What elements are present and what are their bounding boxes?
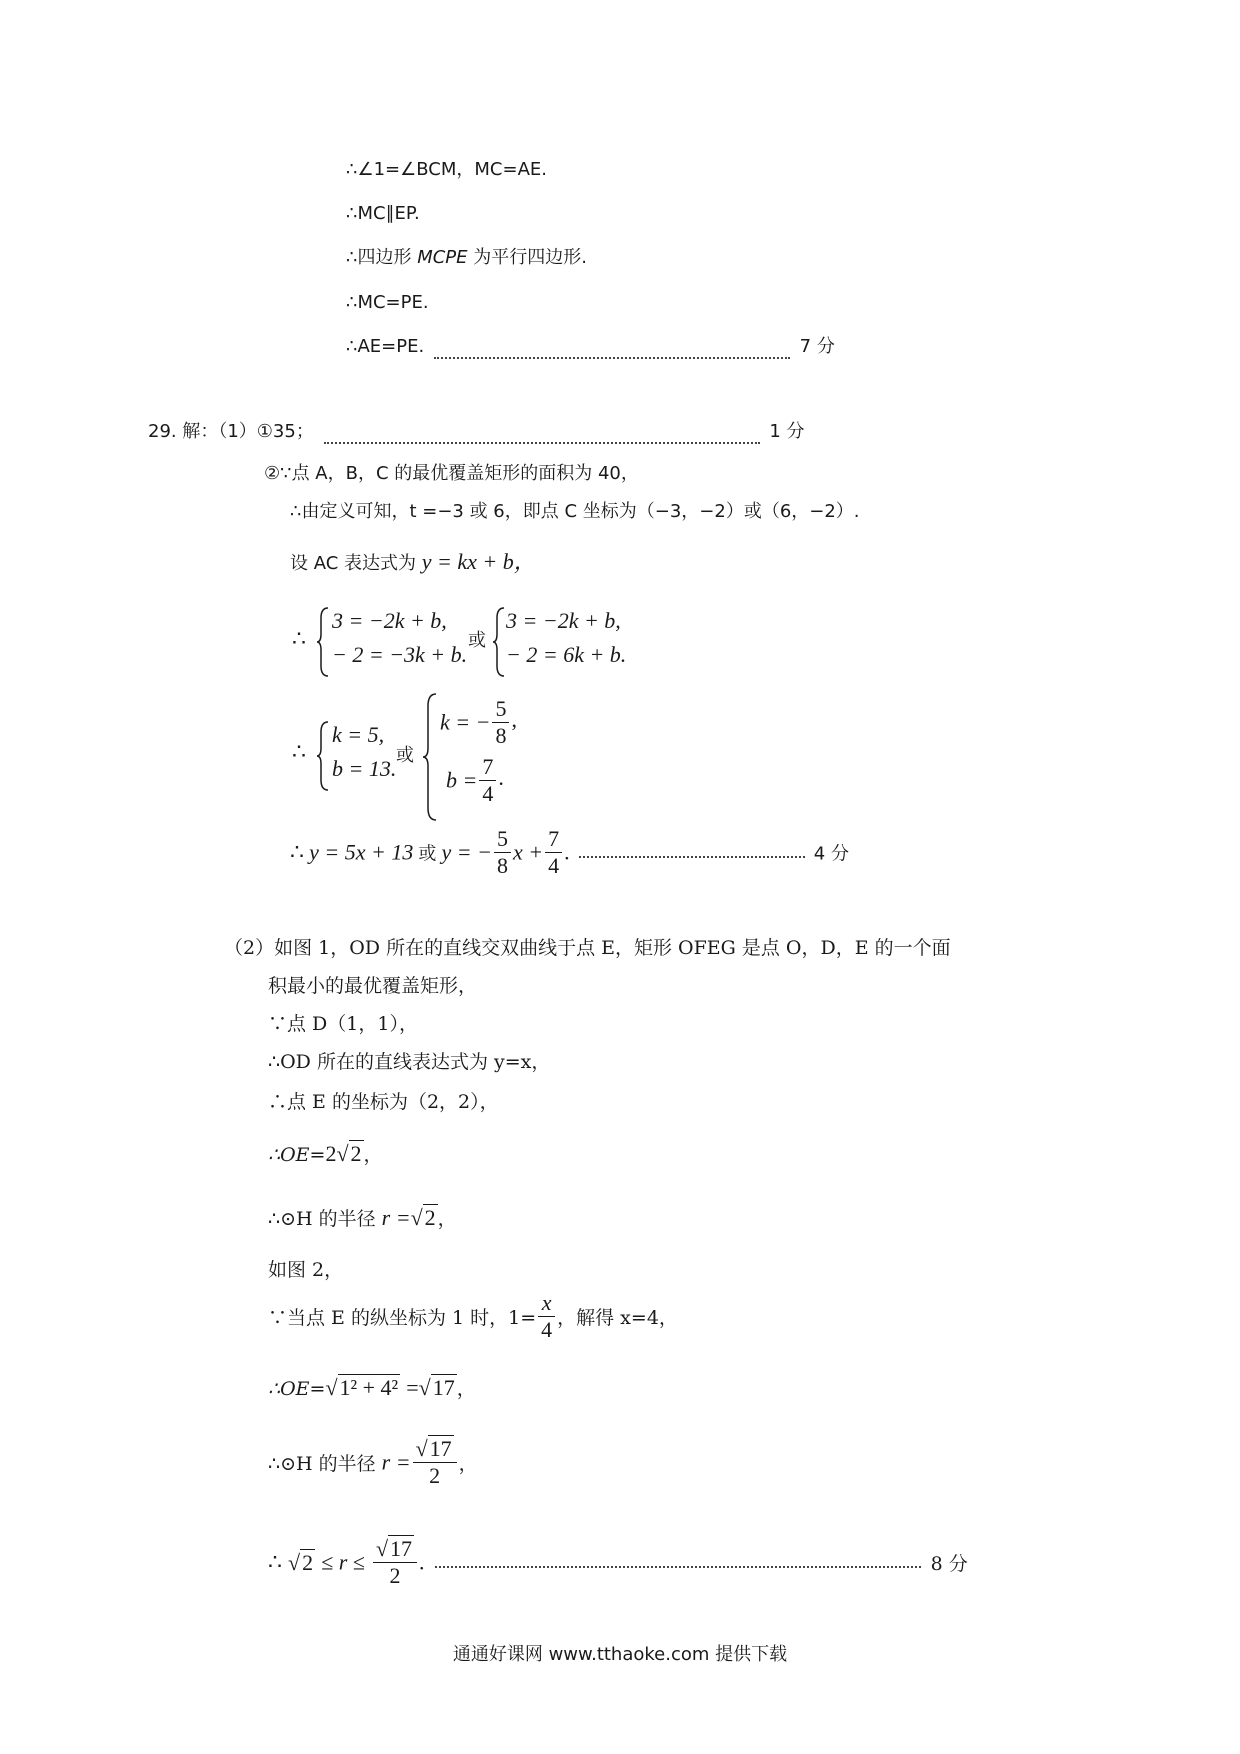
q29-part1-2: ②∵点 A，B，C 的最优覆盖矩形的面积为 40， [264,463,639,484]
brace-1 [316,606,330,678]
q29-definition: ∴由定义可知，t =−3 或 6，即点 C 坐标为（−3，−2）或（6，−2）. [290,501,860,522]
brace-4 [422,692,438,822]
proof-line-2: ∴MC∥EP. [346,203,420,224]
therefore-symbol: ∴ [292,626,306,651]
part2-line-1: （2）如图 1，OD 所在的直线交双曲线于点 E，矩形 OFEG 是点 O，D，E 的一个面 [224,937,951,959]
part2-line-10: ∴OE=√1² + 4² =√17 ， [268,1375,476,1400]
score-4: 4 分 [813,843,849,865]
score-8: 8 分 [930,1553,968,1575]
system-3: k = 5, b = 13. [332,722,397,781]
q29-heading: 29. 解：（1）①35； 1 分 [148,421,805,442]
score-7: 7 分 [799,336,835,357]
or-text: 或 [396,745,414,766]
leader-dots [434,343,790,359]
part2-line-6: ∴OE=2√2 ， [268,1141,383,1166]
part2-line-2: 积最小的最优覆盖矩形， [268,975,478,997]
result-line: ∴ y = 5x + 13 或 y = − $\frac{5}{8}$ x + $\frac{7}{4}$ . 4 分 [290,826,849,878]
system-4-line-1: k = − $\frac{5}{8}$ , [440,696,517,748]
score-1: 1 分 [769,421,805,442]
system-4-line-2: b = $\frac{7}{4}$ . [446,754,504,806]
or-text: 或 [468,630,486,651]
system-2: 3 = −2k + b, − 2 = 6k + b. [506,608,627,667]
leader-dots [579,848,805,858]
brace-2 [492,606,506,678]
part2-line-8: 如图 2， [268,1259,344,1281]
proof-line-5: ∴AE=PE. 7 分 [346,336,835,357]
part2-line-9: ∵当点 E 的纵坐标为 1 时，1= $\frac{x}{4}$ ，解得 x=4， [268,1290,678,1342]
part2-line-11: ∴⊙H 的半径 r = $\frac{√17}{2}$ ， [268,1436,478,1488]
leader-dots [435,1558,921,1568]
therefore-symbol: ∴ [292,739,306,764]
part2-line-3: ∵点 D（1，1）， [268,1013,418,1035]
leader-dots [324,428,760,444]
system-1: 3 = −2k + b, − 2 = −3k + b. [332,608,468,667]
proof-line-3: ∴四边形 MCPE 为平行四边形. [346,247,587,268]
footer-source: 通通好课网 www.tthaoke.com 提供下载 [452,1644,788,1665]
proof-line-1: ∴∠1=∠BCM，MC=AE. [346,159,547,180]
part2-line-7: ∴⊙H 的半径 r =√2 ， [268,1205,457,1230]
part2-line-4: ∴OD 所在的直线表达式为 y=x， [268,1051,551,1073]
proof-line-4: ∴MC=PE. [346,292,429,313]
part2-line-5: ∴点 E 的坐标为（2，2）， [268,1091,499,1113]
brace-3 [316,720,330,792]
q29-set-ac: 设 AC 表达式为 y = kx + b， [290,549,536,574]
part2-line-12: ∴ √2 ≤ r ≤ $\frac{√17}{2}$ . 8 分 [268,1536,968,1588]
